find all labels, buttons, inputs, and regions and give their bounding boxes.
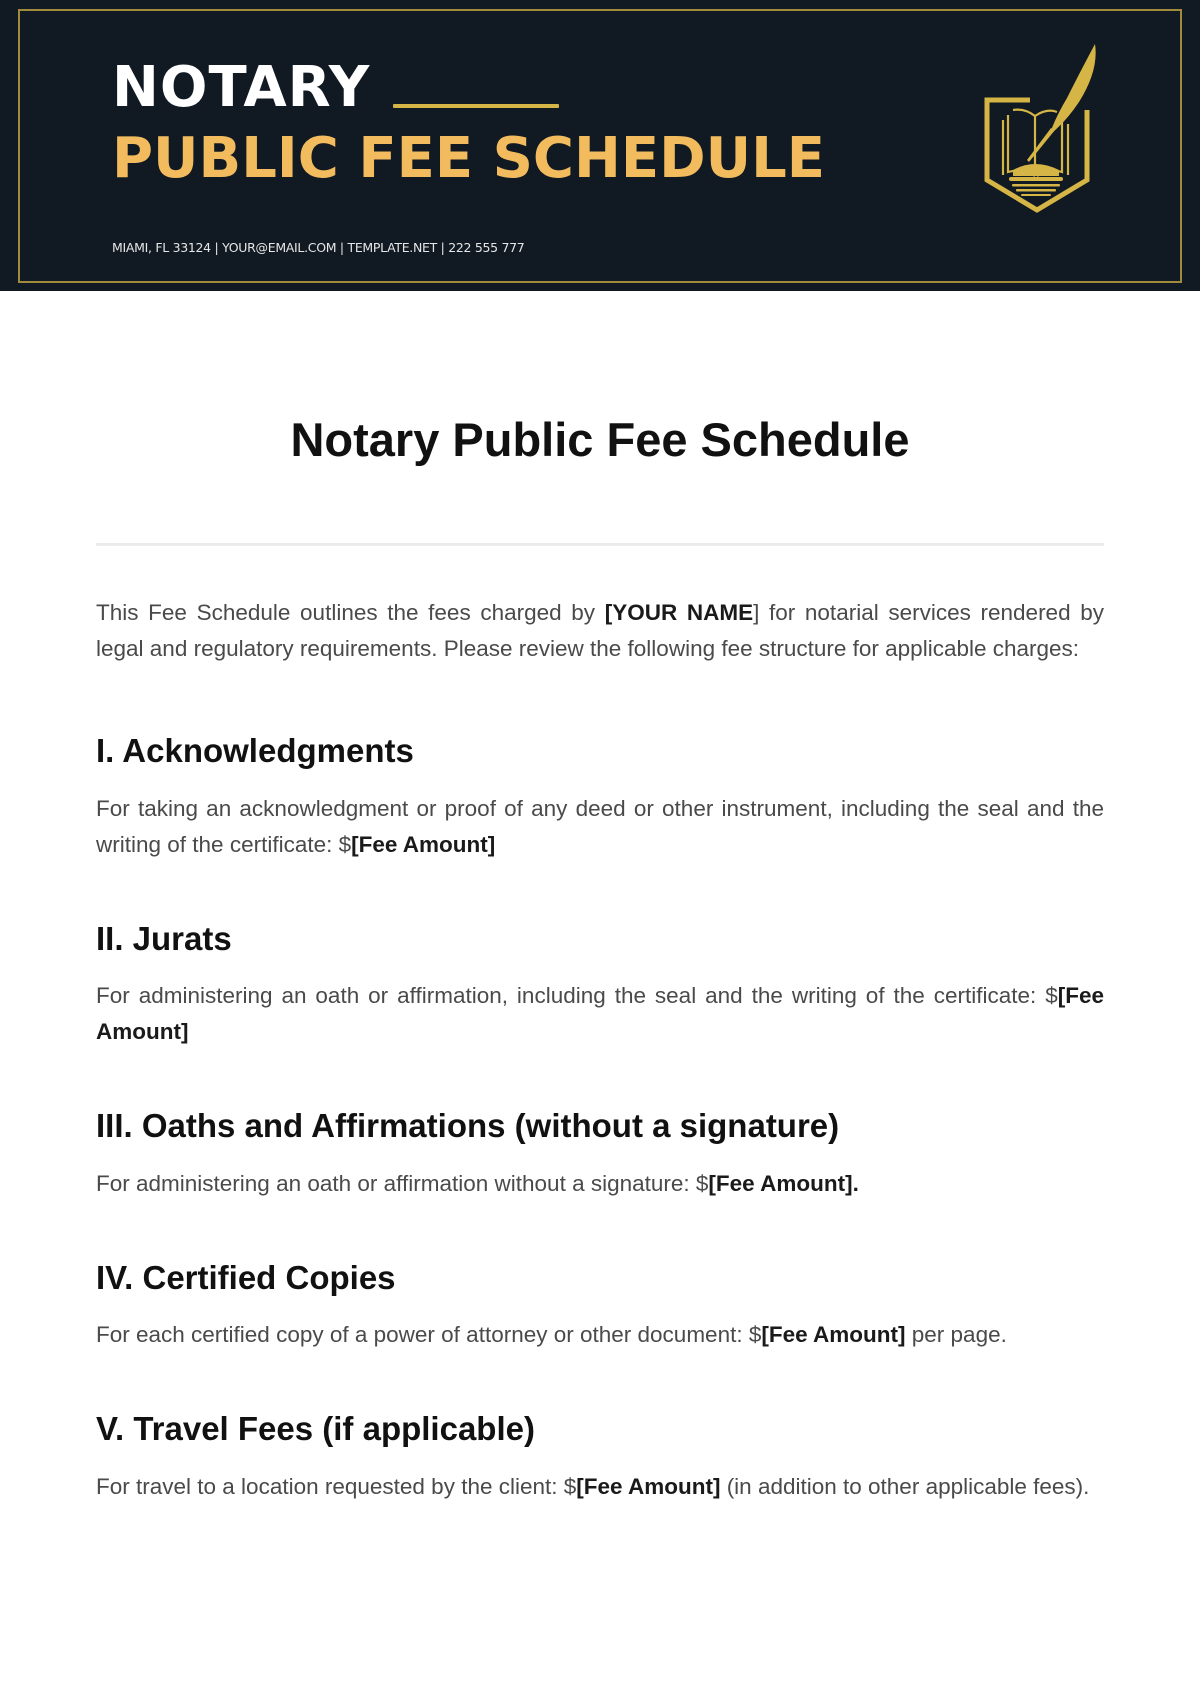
section-heading: IV. Certified Copies bbox=[96, 1258, 396, 1296]
intro-text-start: This Fee Schedule outlines the fees charged by bbox=[96, 600, 605, 625]
section-certified-copies bbox=[96, 1258, 1104, 1354]
document-body bbox=[96, 595, 1104, 1561]
section-text bbox=[96, 1469, 1104, 1505]
shield-book-quill-icon bbox=[975, 40, 1105, 225]
section-travel-fees bbox=[96, 1409, 1104, 1505]
intro-text-end: ] for notarial services rendered by legal and regulatory requirements. Please review the following fee structure for applicable charges: bbox=[96, 600, 1104, 661]
fee-description: For administering an oath or affirmation without a signature: $ bbox=[96, 1170, 709, 1196]
letterhead-banner bbox=[0, 0, 1200, 291]
fee-description: For taking an acknowledgment or proof of any deed or other instrument, including the seal and the writing of the certificate: $ bbox=[96, 795, 1104, 857]
section-acknowledgments bbox=[96, 731, 1104, 863]
fee-amount-placeholder: [Fee Amount] bbox=[96, 983, 1104, 1045]
fee-description: For each certified copy of a power of attorney or other document: $ bbox=[96, 1322, 762, 1348]
document-title: Notary Public Fee Schedule bbox=[290, 413, 910, 466]
section-text bbox=[96, 1166, 1104, 1202]
section-text bbox=[96, 1317, 1104, 1353]
section-jurats bbox=[96, 919, 1104, 1051]
section-oaths-affirmations bbox=[96, 1106, 1104, 1202]
section-heading: V. Travel Fees (if applicable) bbox=[96, 1410, 535, 1448]
brand-title-line1: NOTARY bbox=[112, 55, 371, 120]
section-heading: I. Acknowledgments bbox=[96, 732, 414, 769]
section-text bbox=[96, 791, 1104, 863]
section-text bbox=[96, 978, 1104, 1050]
your-name-placeholder: [YOUR NAME bbox=[604, 600, 754, 625]
fee-amount-placeholder: [Fee Amount]. bbox=[708, 1170, 859, 1196]
fee-description: For administering an oath or affirmation, including the seal and the writing of the certificate: $ bbox=[96, 983, 1058, 1009]
contact-info: MIAMI, FL 33124 | YOUR@EMAIL.COM | TEMPLATE.NET | 222 555 777 bbox=[112, 240, 525, 255]
fee-amount-placeholder: [Fee Amount] bbox=[351, 831, 496, 857]
fee-amount-placeholder: [Fee Amount] bbox=[576, 1473, 721, 1499]
section-heading: III. Oaths and Affirmations (without a signature) bbox=[96, 1107, 840, 1145]
fee-suffix: (in addition to other applicable fees). bbox=[720, 1473, 1090, 1499]
fee-description: For travel to a location requested by the client: $ bbox=[96, 1473, 577, 1499]
brand-title-line2: PUBLIC FEE SCHEDULE bbox=[112, 126, 826, 191]
gold-accent-rule bbox=[393, 104, 559, 108]
section-heading: II. Jurats bbox=[96, 919, 232, 957]
title-divider bbox=[96, 543, 1104, 546]
fee-amount-placeholder: [Fee Amount] bbox=[761, 1322, 906, 1348]
fee-suffix: per page. bbox=[905, 1322, 1007, 1348]
intro-paragraph bbox=[96, 595, 1104, 667]
